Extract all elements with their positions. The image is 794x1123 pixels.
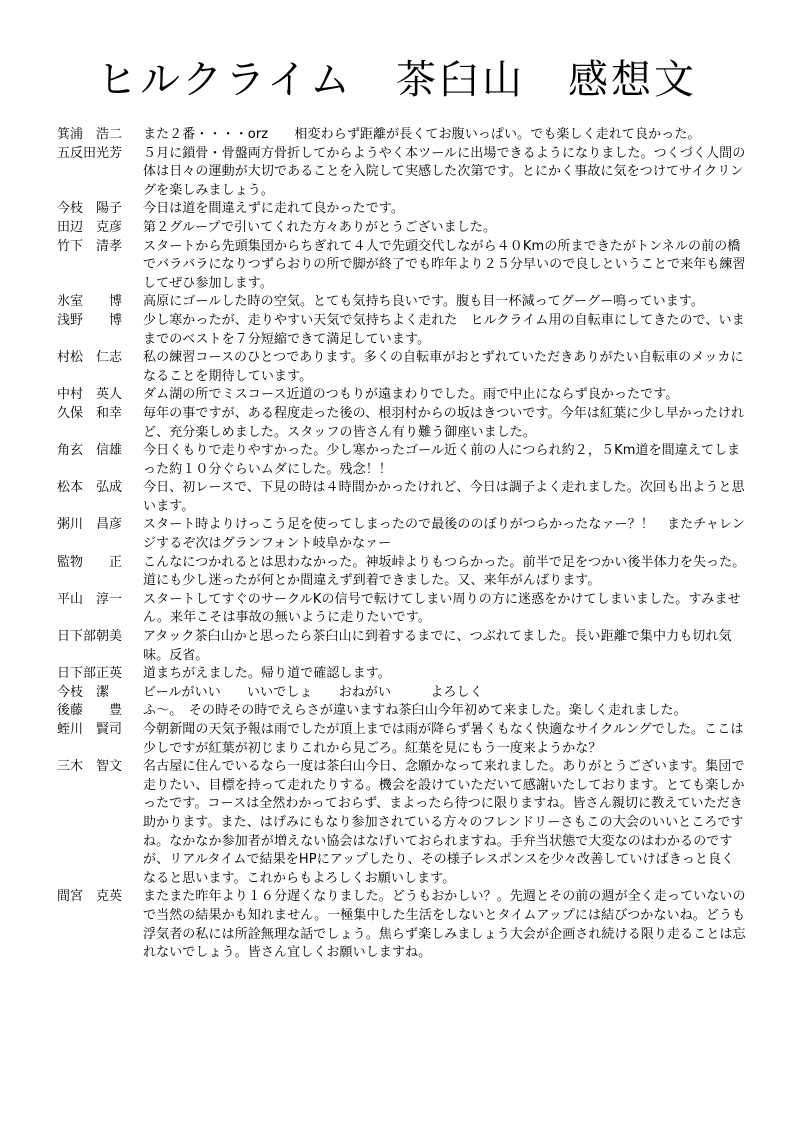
entry-author: 中村 英人 [57, 387, 123, 403]
entry-comment: またまた昨年より１６分遅くなりました。どうもおかしい？。先週とその前の週が全く走っていないので当然の結果かも知れません。一極集中した生活をしないとタイムアップには結びつかないね。どうも浮気者の私には所詮無理な話でしょう。焦らず楽しみましょう大会が企画され続ける限り走ることは忘れないでしょう。皆さん宜しくお願いしますね。 [143, 889, 746, 961]
entry-comment: アタック茶臼山かと思ったら茶臼山に到着するまでに、つぶれてました。長い距離で集中力も切れ気味。反省。 [143, 629, 732, 663]
entry-author: 松本 弘成 [57, 480, 123, 496]
entry-comment: 道まちがえました。帰り道で確認します。 [143, 666, 391, 682]
entry-comment: 今朝新聞の天気予報は雨でしたが頂上までは雨が降らず暑くもなく快適なサイクルングでした。ここは少しですが紅葉が初じまりこれから見ごろ。紅葉を見にもう一度来ようかな？ [143, 722, 744, 756]
entry-author: 五反田光芳 [57, 145, 123, 161]
entry-row [57, 219, 747, 238]
entry-row [57, 349, 747, 386]
entry-row [57, 442, 747, 479]
entry-comment: 今日、初レースで、下見の時は４時間かかったけれど、今日は調子よく走れました。次回も出ようと思います。 [143, 480, 745, 514]
entry-comment: 私の練習コースのひとつであります。多くの自転車がおとずれていただきありがたい自転車のメッカになることを期待しています。 [143, 350, 744, 384]
entry-author: 平山 淳一 [57, 591, 123, 607]
entry-comment: 高原にゴールした時の空気。とても気持ち良いです。腹も目一杯減ってグーグー鳴っています。 [143, 294, 704, 310]
entry-author: 日下部正英 [57, 666, 123, 682]
entry-comment: 第２グループで引いてくれた方々ありがとうございました。 [143, 219, 497, 235]
entry-comment: 少し寒かったが、走りやすい天気で気持ちよく走れた ヒルクライム用の自転車にしてきたので、いままでのベストを７分短縮できて満足しています。 [143, 312, 745, 347]
entry-author: 日下部朝美 [57, 629, 123, 645]
entry-author: 氷室 博 [57, 294, 123, 310]
entry-row [57, 145, 747, 201]
entry-row [57, 405, 747, 442]
entry-comment: 今日くもりで走りやすかった。少し寒かったゴール近く前の人につられ約２，５Km道を間違えてしまった約１０分ぐらいムダにした。残念！！ [143, 443, 741, 477]
entry-row [57, 628, 747, 665]
entry-author: 蛭川 賢司 [57, 722, 123, 737]
entry-author: 浅野 博 [57, 312, 123, 328]
entry-row [57, 665, 747, 684]
entry-author: 今枝 潔 [57, 684, 110, 700]
entry-comment: こんなにつかれるとは思わなかった。神坂峠よりもつらかった。前半で足をつかい後半体力を失った。道にも少し迷ったが何とか間違えず到着できました。又、来年がんばります。 [143, 554, 746, 589]
entry-comment: 今日は道を間違えずに走れて良かったです。 [143, 201, 404, 217]
entry-comment: スタートしてすぐのサークルKの信号で転けてしまい周りの方に迷惑をかけてしまいました。すみません。来年こそは事故の無いように走りたいです。 [143, 591, 741, 626]
entry-author: 三木 智文 [57, 759, 123, 775]
entry-author: 今枝 陽子 [57, 201, 123, 217]
entry-row [57, 479, 747, 516]
entry-author: 後藤 豊 [57, 703, 123, 719]
entry-author: 久保 和幸 [57, 405, 123, 421]
entry-author: 粥川 昌彦 [57, 517, 123, 533]
entry-author: 村松 仁志 [57, 350, 123, 366]
entry-comment: 名古屋に住んでいるなら一度は茶臼山今日、念願かなって来れました。ありがとうございます。集団で走りたい、目標を持って走れたりする。機会を設けていただいて感謝いたしております。とても楽しかったです。コースは全然わかっておらず、まよったら待つに限りますね。皆さん親切に教えていただき助かります。また、はげみにもなり参加されている方々のフレンドリーさもこの大会のいいところですね。なかなか参加者が増えない協会はなげいておられますね。手弁当状態で大変なのはわかるのですが、リアルタイムで結果をHPにアップしたり、その様子レスポンスを少々改善していけばきっと良くなると思います。これからもよろしくお願いします。 [143, 759, 745, 886]
entry-row [57, 591, 747, 628]
entry-comment: スタート時よりけっこう足を使ってしまったので最後ののぼりがつらかったなァー？！ またチャレンジするぞ次はグランフォント岐阜かなァー [143, 517, 745, 552]
entry-row [57, 721, 747, 758]
entry-comment: ビールがいい いいでしょ おねがい よろしく [143, 684, 483, 700]
entry-list [57, 126, 747, 963]
entry-row [57, 888, 747, 962]
entry-comment: ふ～。 その時その時でえらさが違いますね茶臼山今年初めて来ました。楽しく走れました。 [143, 703, 687, 719]
entry-row [57, 702, 747, 721]
entry-author: 角玄 信雄 [57, 443, 123, 459]
entry-comment: 毎年の事ですが、ある程度走った後の、根羽村からの坂はきついです。今年は紅葉に少し早かったけれど、充分楽しめました。スタッフの皆さん有り難う御座いました。 [143, 405, 745, 440]
entry-row [57, 126, 747, 145]
entry-author: 間宮 克英 [57, 889, 123, 905]
entry-row [57, 554, 747, 591]
entry-row [57, 312, 747, 349]
entry-row [57, 293, 747, 312]
entry-author: 田辺 克彦 [57, 219, 123, 235]
entry-row [57, 758, 747, 888]
page-title: ヒルクライム 茶臼山 感想文 [97, 57, 697, 103]
entry-row [57, 386, 747, 405]
entry-comment: ダム湖の所でミスコース近道のつもりが遠まわりでした。雨で中止にならず良かったです。 [143, 387, 679, 403]
entry-comment: ５月に鎖骨・骨盤両方骨折してからようやく本ツールに出場できるようになりました。つくづく人間の体は日々の運動が大切であることを入院して実感した次第です。とにかく事故に気をつけてサイクリングを楽しみましょう。 [143, 145, 746, 198]
entry-author: 箕浦 浩二 [57, 127, 123, 142]
entry-comment: スタートから先頭集団からちぎれて４人で先頭交代しながら４０Kmの所まできたがトンネルの前の橋でバラバラになりつずらおりの所で脚が終了でも昨年より２５分早いので良しということで来年も練習してぜひ参加します。 [143, 238, 746, 291]
entry-author: 竹下 清孝 [57, 238, 123, 254]
entry-author: 監物 正 [57, 554, 123, 570]
entry-row [57, 684, 747, 703]
entry-row [57, 200, 747, 219]
entry-comment: また２番・・・・orz 相変わらず距離が長くてお腹いっぱい。でも楽しく走れて良かった。 [143, 127, 701, 142]
entry-row [57, 238, 747, 294]
entry-row [57, 516, 747, 553]
